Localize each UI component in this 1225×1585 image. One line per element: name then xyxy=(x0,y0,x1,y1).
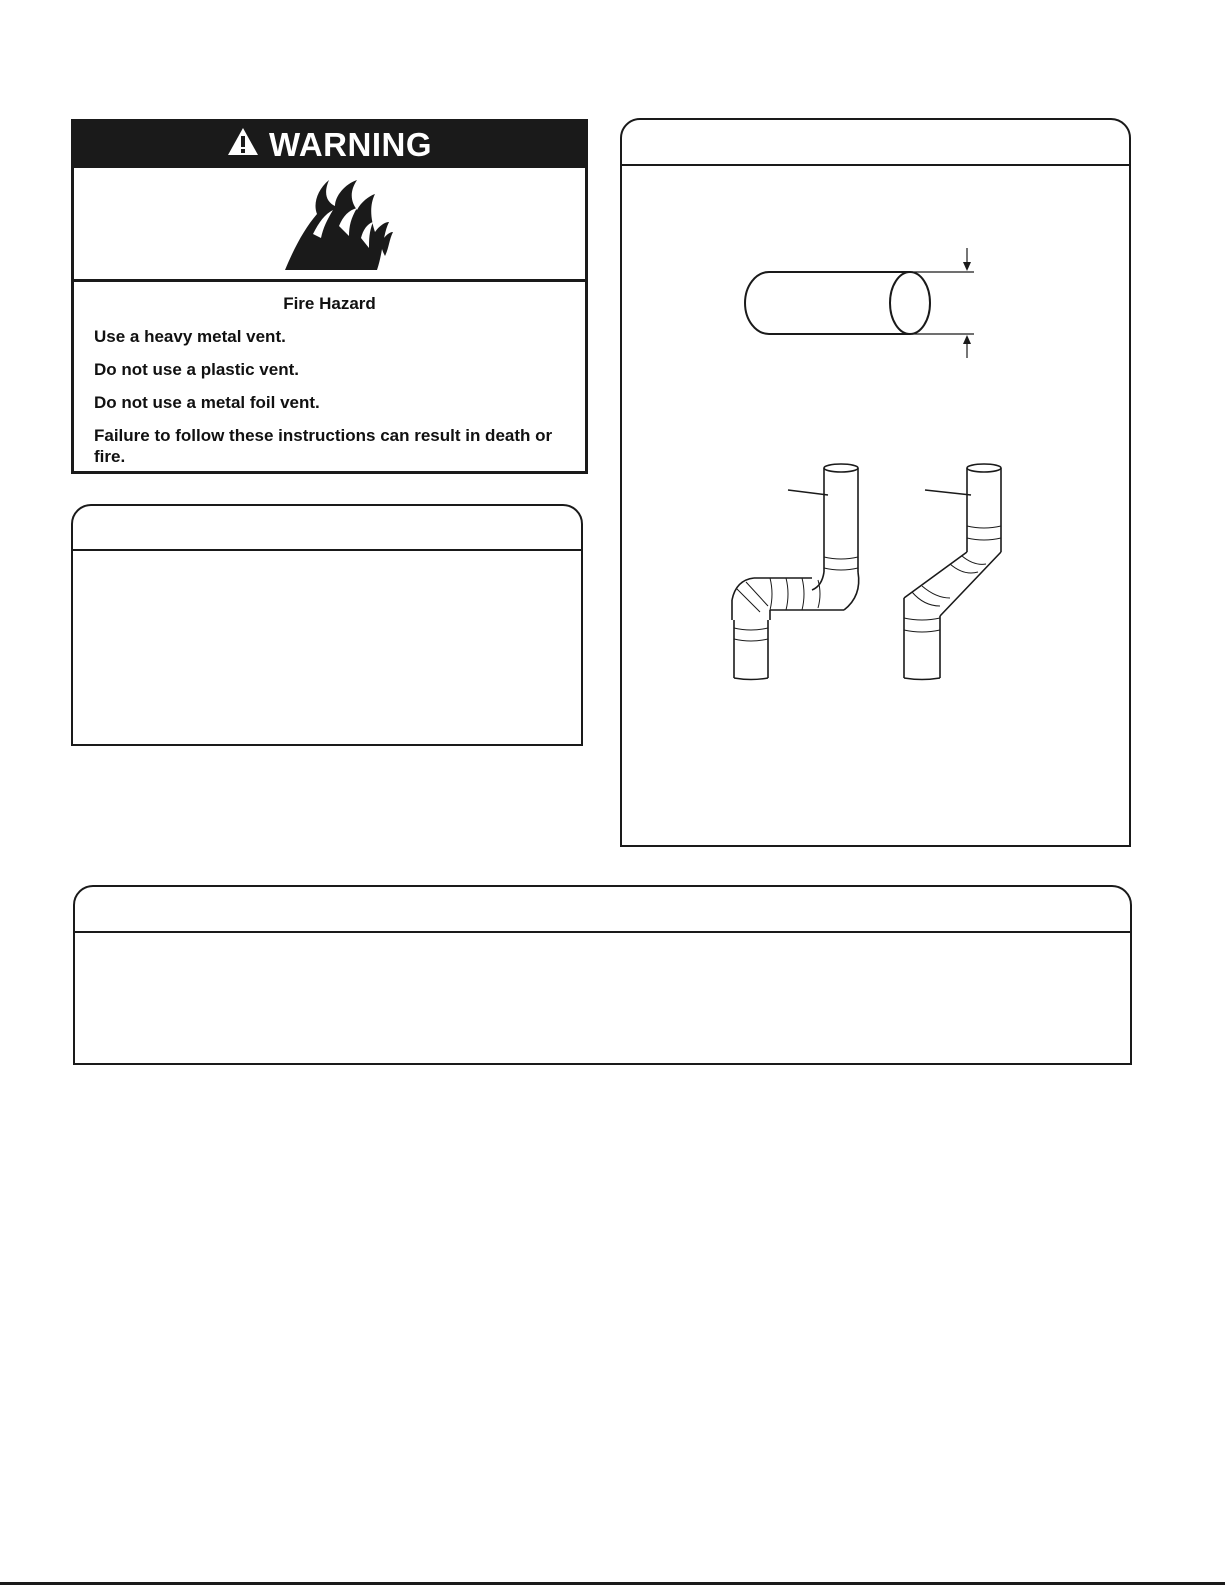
elbow-vent-left xyxy=(732,464,859,680)
vent-diameter-diagram xyxy=(745,248,974,358)
warning-line: Failure to follow these instructions can result in death or fire. xyxy=(94,426,553,466)
warning-line: Do not use a plastic vent. xyxy=(94,360,299,379)
vent-illustration-panel xyxy=(620,118,1131,847)
warning-box xyxy=(71,119,588,474)
panel-divider xyxy=(75,931,1130,933)
warning-header-label: WARNING xyxy=(269,126,432,163)
warning-icon-area xyxy=(74,168,585,282)
vent-diagrams xyxy=(622,120,1129,845)
offset-vent-right xyxy=(904,464,1001,680)
hazard-title: Fire Hazard xyxy=(283,294,376,313)
warning-triangle-icon xyxy=(227,126,259,164)
warning-line: Do not use a metal foil vent. xyxy=(94,393,320,412)
warning-line: Use a heavy metal vent. xyxy=(94,327,286,346)
fire-flame-icon xyxy=(265,176,395,272)
warning-header xyxy=(74,122,585,168)
info-panel-left xyxy=(71,504,583,746)
info-panel-bottom xyxy=(73,885,1132,1065)
warning-text xyxy=(74,282,585,479)
panel-divider xyxy=(73,549,581,551)
